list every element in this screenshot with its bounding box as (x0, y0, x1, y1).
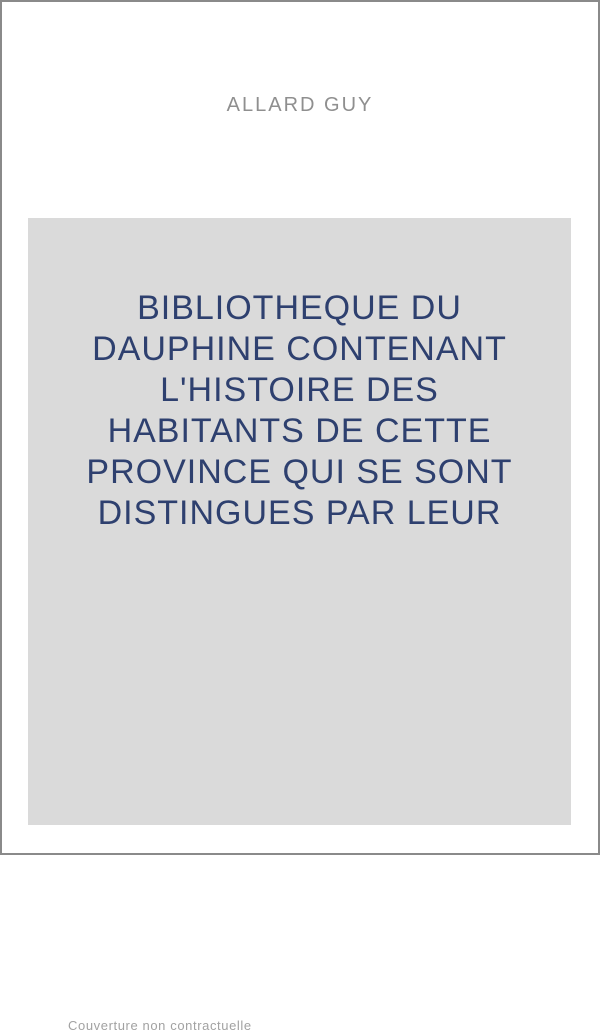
title-panel (28, 218, 571, 1033)
title-line: DAUPHINE CONTENANT (92, 330, 507, 368)
title-line: L'HISTOIRE DES (160, 371, 439, 409)
book-title (28, 218, 571, 534)
title-line: DISTINGUES PAR LEUR (97, 494, 502, 532)
disclaimer-label: Couverture non contractuelle (68, 1018, 252, 1033)
title-line: PROVINCE QUI SE SONT (86, 453, 513, 491)
title-line: BIBLIOTHEQUE DU (137, 289, 462, 327)
author-name: ALLARD GUY (226, 94, 374, 116)
title-line: HABITANTS DE CETTE (107, 412, 492, 450)
